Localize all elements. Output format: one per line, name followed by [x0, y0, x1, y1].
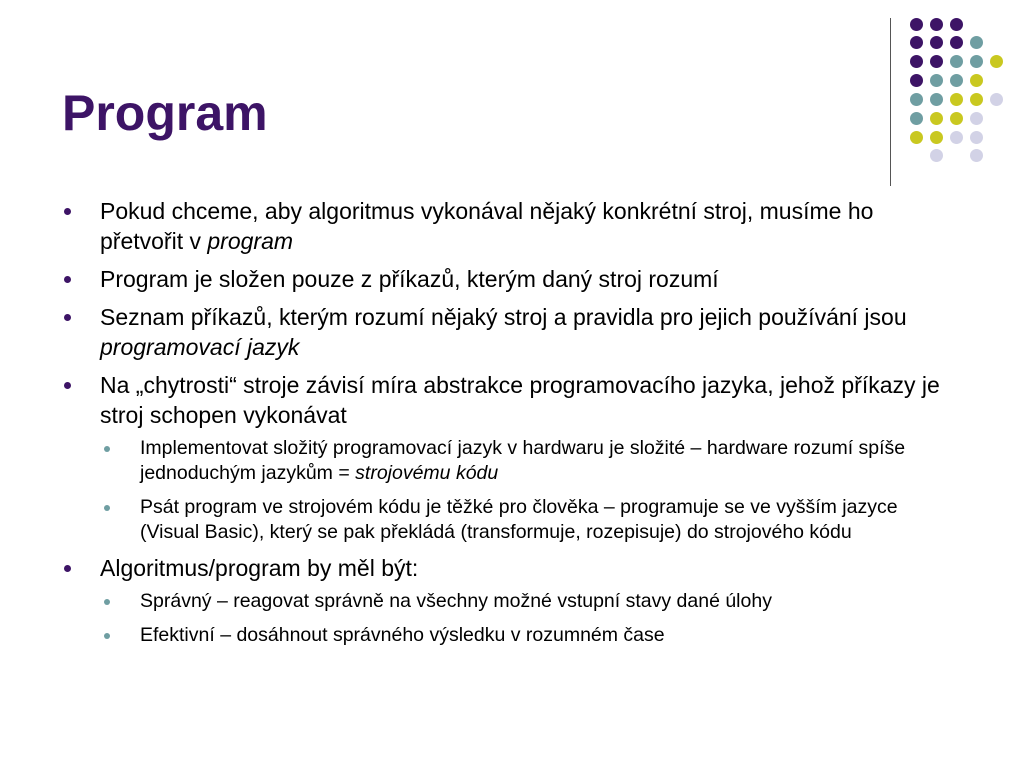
bullet-item — [62, 264, 962, 294]
decor-dot — [910, 18, 923, 31]
decor-dot — [930, 149, 943, 162]
sub-bullet-text: Efektivní – dosáhnout správného výsledku v rozumném čase — [140, 624, 665, 646]
bullet-emphasis: programovací jazyk — [100, 334, 300, 360]
decor-dot — [930, 93, 943, 106]
decor-dot — [930, 112, 943, 125]
bullet-item — [62, 196, 962, 256]
bullet-dot-icon — [64, 276, 71, 283]
decorative-dot-grid — [904, 12, 1014, 172]
decor-dot — [970, 55, 983, 68]
bullet-item — [62, 553, 962, 648]
sub-bullet-dot-icon — [104, 599, 110, 605]
decor-dot — [950, 36, 963, 49]
slide-title: Program — [62, 85, 268, 141]
decor-dot — [970, 93, 983, 106]
decor-dot — [930, 18, 943, 31]
sub-bullet-list — [100, 589, 962, 648]
decor-dot — [910, 74, 923, 87]
bullet-text: Na „chytrosti“ stroje závisí míra abstrakce programovacího jazyka, jehož příkazy je stroj schopen vykonávat — [100, 372, 940, 428]
decor-dot — [930, 74, 943, 87]
decor-dot — [910, 55, 923, 68]
sub-bullet-item — [100, 589, 962, 614]
divider-line — [890, 18, 891, 186]
sub-bullet-text: Psát program ve strojovém kódu je těžké pro člověka – programuje se ve vyšším jazyce (Visual Basic), který se pak překládá (transformuje, rozepisuje) do strojového kódu — [140, 496, 898, 543]
bullet-text: Pokud chceme, aby algoritmus vykonával nějaký konkrétní stroj, musíme ho přetvořit v — [100, 198, 874, 254]
decor-dot — [970, 149, 983, 162]
sub-bullet-dot-icon — [104, 633, 110, 639]
bullet-text: Program je složen pouze z příkazů, kterým daný stroj rozumí — [100, 266, 719, 292]
sub-bullet-item — [100, 436, 962, 486]
sub-bullet-item — [100, 495, 962, 545]
decor-dot — [970, 131, 983, 144]
decor-dot — [970, 112, 983, 125]
slide-body — [62, 196, 962, 657]
sub-bullet-item — [100, 623, 962, 648]
decor-dot — [930, 131, 943, 144]
decor-dot — [950, 112, 963, 125]
bullet-dot-icon — [64, 382, 71, 389]
sub-bullet-emphasis: strojovému kódu — [355, 462, 499, 484]
bullet-dot-icon — [64, 314, 71, 321]
decor-dot — [990, 55, 1003, 68]
bullet-item — [62, 302, 962, 362]
bullet-text: Seznam příkazů, kterým rozumí nějaký stroj a pravidla pro jejich používání jsou — [100, 304, 907, 330]
decor-dot — [910, 131, 923, 144]
decor-dot — [950, 93, 963, 106]
decor-dot — [950, 74, 963, 87]
decor-dot — [970, 36, 983, 49]
sub-bullet-dot-icon — [104, 446, 110, 452]
sub-bullet-list — [100, 436, 962, 545]
bullet-item — [62, 370, 962, 545]
decor-dot — [950, 18, 963, 31]
bullet-list — [62, 196, 962, 648]
decor-dot — [910, 36, 923, 49]
decor-dot — [970, 74, 983, 87]
decor-dot — [910, 112, 923, 125]
decor-dot — [930, 55, 943, 68]
sub-bullet-dot-icon — [104, 505, 110, 511]
bullet-text: Algoritmus/program by měl být: — [100, 555, 419, 581]
decor-dot — [950, 131, 963, 144]
bullet-dot-icon — [64, 208, 71, 215]
sub-bullet-text: Implementovat složitý programovací jazyk v hardwaru je složité – hardware rozumí spíše jednoduchým jazykům = — [140, 437, 906, 484]
decor-dot — [990, 93, 1003, 106]
decor-dot — [930, 36, 943, 49]
decor-dot — [910, 93, 923, 106]
sub-bullet-text: Správný – reagovat správně na všechny možné vstupní stavy dané úlohy — [140, 590, 772, 612]
bullet-emphasis: program — [207, 228, 294, 254]
decor-dot — [950, 55, 963, 68]
bullet-dot-icon — [64, 565, 71, 572]
